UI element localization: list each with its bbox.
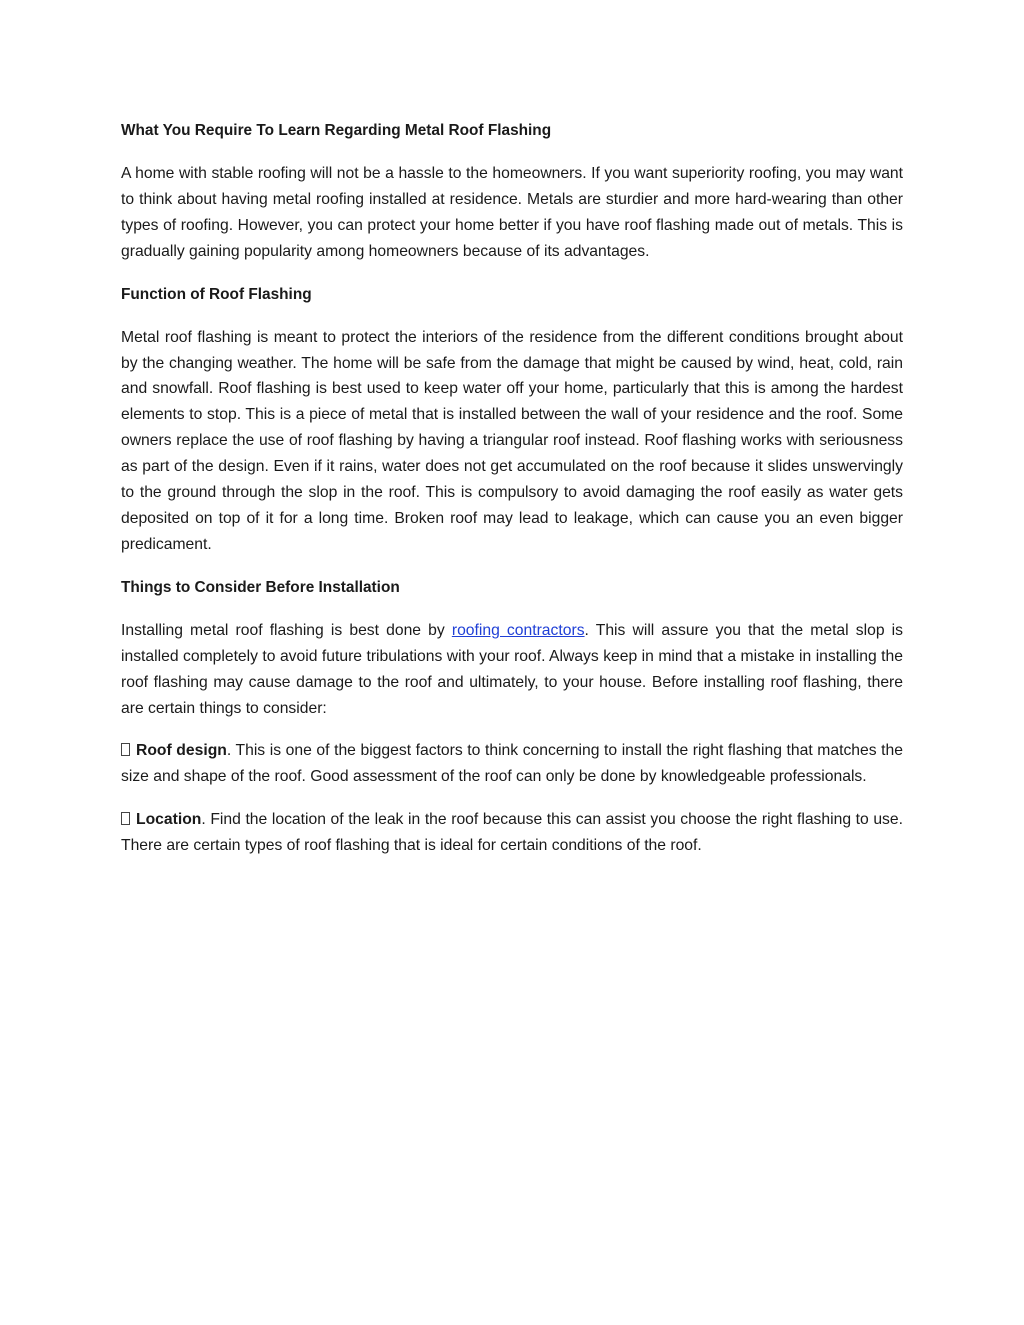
list-item-roof-design xyxy=(121,738,903,790)
list-item-text: . Find the location of the leak in the roof because this can assist you choose the right flashing to use. There are certain types of roof flashing that is ideal for certain conditions of the roof. xyxy=(121,811,903,855)
section-heading-things-to-consider: Things to Consider Before Installation xyxy=(121,578,400,596)
section-heading-function: Function of Roof Flashing xyxy=(121,285,312,303)
document-page xyxy=(121,118,903,876)
list-item-term: Location xyxy=(136,811,202,829)
installation-text-before-link: Installing metal roof flashing is best done by xyxy=(121,621,452,639)
roofing-contractors-link[interactable]: roofing contractors xyxy=(451,621,585,639)
installation-paragraph xyxy=(121,618,903,722)
list-item-location xyxy=(121,807,903,859)
document-title: What You Require To Learn Regarding Metal Roof Flashing xyxy=(121,122,552,139)
list-item-term: Roof design xyxy=(136,742,227,760)
bullet-glyph-icon xyxy=(121,812,130,825)
function-paragraph: Metal roof flashing is meant to protect the interiors of the residence from the different conditions brought about by the changing weather. The home will be safe from the damage that might be caused by wind, heat, cold, rain and snowfall. Roof flashing is best used to keep water off your home, particularly that this is among the hardest elements to stop. This is a piece of metal that is installed between the wall of your residence and the roof. Some owners replace the use of roof flashing by having a triangular roof instead. Roof flashing works with seriousness as part of the design. Even if it rains, water does not get accumulated on the roof because it slides unswervingly to the ground through the slop in the roof. This is compulsory to avoid damaging the roof easily as water gets deposited on top of it for a long time. Broken roof may lead to leakage, which can cause you an even bigger predicament. xyxy=(121,328,903,553)
list-item-text: . This is one of the biggest factors to think concerning to install the right flashing that matches the size and shape of the roof. Good assessment of the roof can only be done by knowledgeable professionals. xyxy=(121,742,903,786)
intro-paragraph: A home with stable roofing will not be a hassle to the homeowners. If you want superiority roofing, you may want to think about having metal roofing installed at residence. Metals are sturdier and more hard-wearing than other types of roofing. However, you can protect your home better if you have roof flashing made out of metals. This is gradually gaining popularity among homeowners because of its advantages. xyxy=(121,165,903,260)
installation-text-after-link: . This will assure you that the metal slop is installed completely to avoid future tribulations with your roof. Always keep in mind that a mistake in installing the roof flashing may cause damage to the roof and ultimately, to your house. Before installing roof flashing, there are certain things to consider: xyxy=(121,621,904,717)
bullet-glyph-icon xyxy=(121,743,130,756)
